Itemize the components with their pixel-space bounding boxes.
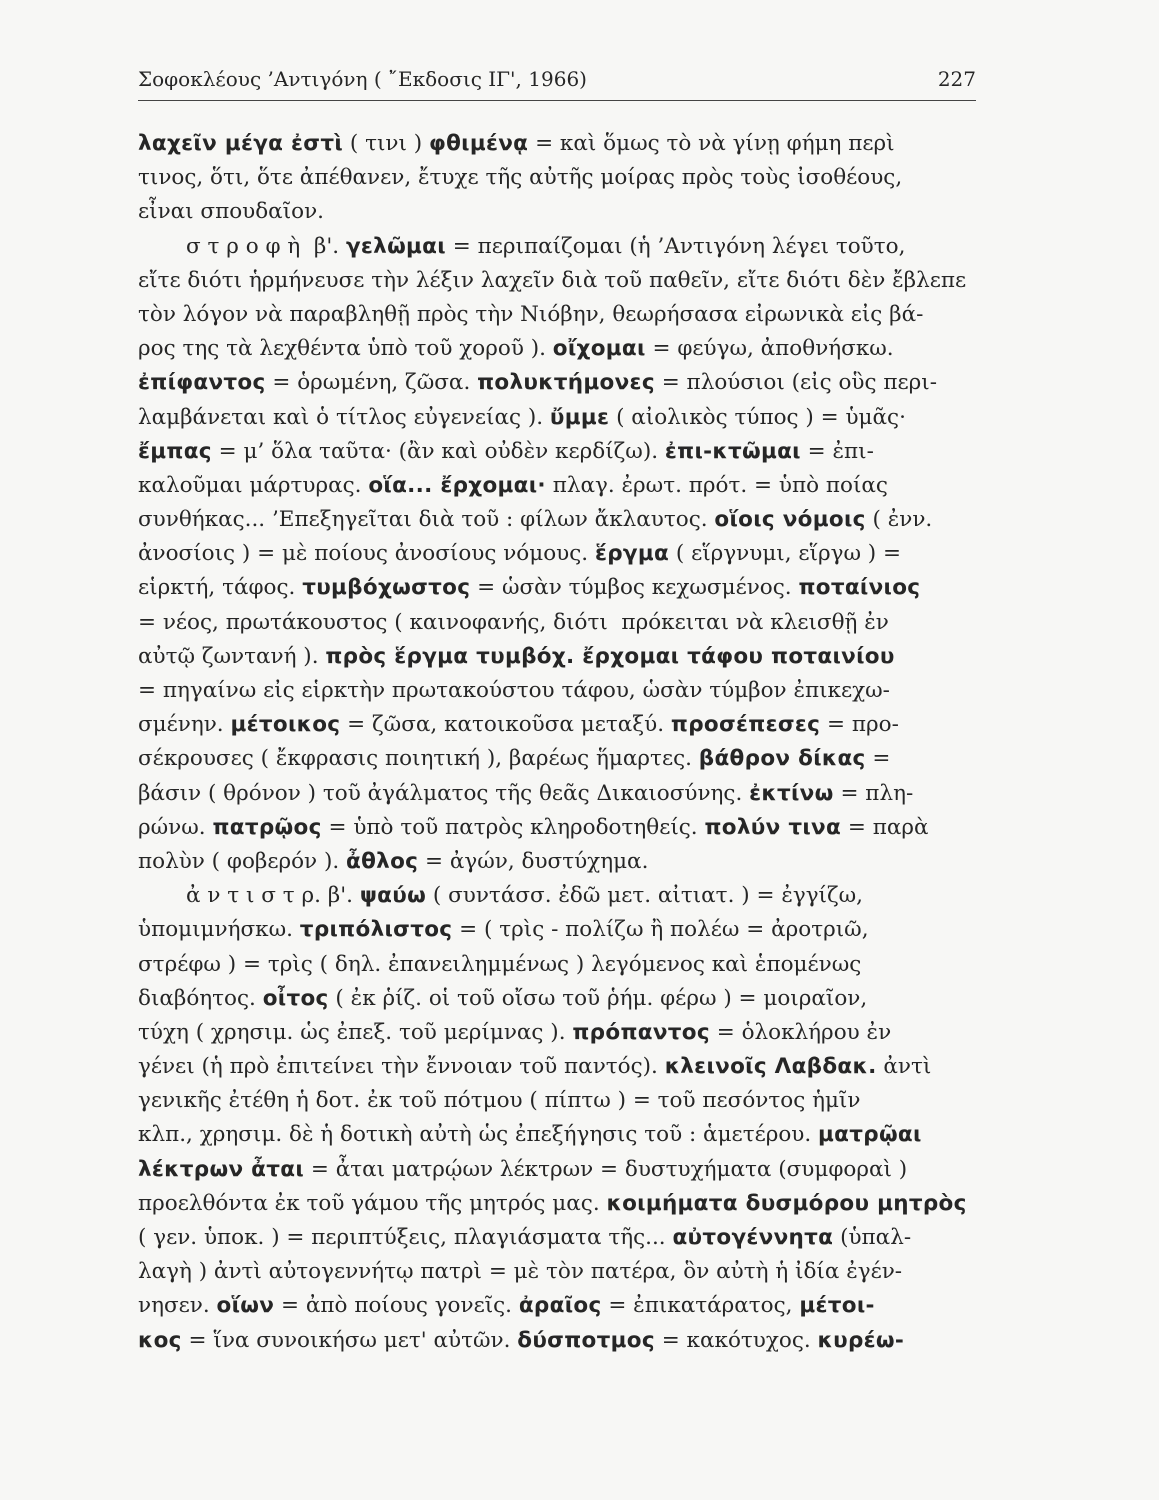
text-run: (ὑπαλ- <box>833 1225 912 1250</box>
header-rule <box>138 100 976 101</box>
text-run: = ἵνα συνοικήσω μετ' αὐτῶν. <box>181 1327 518 1353</box>
lemma-term: πολυκτήμονες <box>477 370 655 396</box>
lemma-term: μέτοι- <box>799 1293 875 1319</box>
lemma-term: δύσποτμος <box>517 1327 655 1353</box>
lemma-term: ἕργμα <box>594 541 670 567</box>
text-run: = ( τρὶς - πολίζω ἢ πολέω = ἀροτριῶ, <box>452 917 869 943</box>
lemma-term: λαχεῖν μέγα ἐστὶ <box>138 131 344 156</box>
text-run: στρέφω ) = τρὶς ( δηλ. ἐπανειλημμένως ) λεγόμενος καὶ ἑπομένως <box>138 951 862 977</box>
text-run: ὑπομιμνήσκω. <box>138 917 300 943</box>
text-run: = ἐπι- <box>800 438 874 464</box>
text-run: εἶναι σπουδαῖον. <box>138 199 324 225</box>
text-line <box>138 1050 988 1084</box>
lemma-term: κλεινοῖς Λαβδακ. <box>664 1054 877 1080</box>
lemma-term: φθιμένᾳ <box>428 131 529 156</box>
text-run: = μ’ ὅλα ταῦτα· (ἂν καὶ οὐδὲν κερδίζω). <box>211 438 665 464</box>
text-line <box>138 503 988 537</box>
lemma-term: κοιμήματα δυσμόρου μητρὸς <box>606 1190 967 1216</box>
running-title: Σοφοκλέους ’Αντιγόνη ( ῎Εκδοσις ΙΓ', 1966) <box>138 67 587 91</box>
commentary-text <box>138 127 988 1358</box>
text-line <box>138 332 988 366</box>
lemma-term: προσέπεσες <box>670 712 821 738</box>
text-line <box>138 230 988 264</box>
text-line <box>138 1118 988 1152</box>
lemma-term: πατρῷος <box>212 814 322 840</box>
text-run: τινος, ὅτι, ὅτε ἀπέθανεν, ἔτυχε τῆς αὐτῆς μοίρας πρὸς τοὺς ἰσοθέους, <box>138 165 903 191</box>
text-line <box>138 606 988 640</box>
text-run: πολὺν ( φοβερόν ). <box>138 848 347 874</box>
text-line <box>138 913 988 947</box>
text-run: λαμβάνεται καὶ ὁ τίτλος εὐγενείας ). <box>138 404 550 430</box>
lemma-term: κυρέω- <box>817 1327 905 1353</box>
text-line <box>138 1187 988 1221</box>
text-line <box>138 401 988 435</box>
text-line <box>138 195 988 229</box>
text-run: βάσιν ( θρόνον ) τοῦ ἀγάλματος τῆς θεᾶς Δικαιοσύνης. <box>138 780 750 806</box>
text-run: = καὶ ὅμως τὸ νὰ γίνῃ φήμη περὶ <box>528 131 895 156</box>
text-run: τὸν λόγον νὰ παραβληθῇ πρὸς τὴν Νιόβην, θεωρήσασα εἰρωνικὰ εἰς βά- <box>138 301 924 327</box>
text-run: ( εἵργνυμι, εἵργω ) = <box>669 541 902 567</box>
text-run: ρος της τὰ λεχθέντα ὑπὸ τοῦ χοροῦ ). <box>138 336 553 362</box>
text-line <box>138 1221 988 1255</box>
text-run: σ τ ρ ο φ ὴ β'. <box>186 233 346 259</box>
text-run: ( συντάσσ. ἐδῶ μετ. αἰτιατ. ) = ἐγγίζω, <box>426 883 864 909</box>
text-run: = κακότυχος. <box>654 1327 818 1353</box>
page-number: 227 <box>937 67 976 91</box>
text-run: νησεν. <box>138 1293 217 1319</box>
text-run: γένει (ἡ πρὸ ἐπιτείνει τὴν ἔννοιαν τοῦ παντός). <box>138 1054 665 1080</box>
text-run: συνθήκας... ’Επεξηγεῖται διὰ τοῦ : φίλων ἄκλαυτος. <box>138 507 715 533</box>
text-line <box>138 161 988 195</box>
text-run: = ὁλοκλήρου ἐν <box>709 1019 892 1045</box>
text-run: ( ἐκ ῥίζ. οἱ τοῦ οἴσω τοῦ ῥήμ. φέρω ) = μοιραῖον, <box>328 985 868 1011</box>
lemma-term: ἐπίφαντος <box>138 370 266 396</box>
text-run: καλοῦμαι μάρτυρας. <box>138 472 369 498</box>
lemma-term: οἵοις νόμοις <box>714 507 866 533</box>
lemma-term: γελῶμαι <box>345 233 446 259</box>
text-run: = ἐπικατάρατος, <box>601 1293 800 1319</box>
lemma-term: οἵα... ἔρχομαι· <box>368 472 546 498</box>
text-line <box>138 708 988 742</box>
text-run: προελθόντα ἐκ τοῦ γάμου τῆς μητρός μας. <box>138 1190 607 1216</box>
lemma-term: ποταίνιος <box>798 575 921 601</box>
text-line <box>138 982 988 1016</box>
text-line <box>138 948 988 982</box>
text-line <box>138 537 988 571</box>
text-run: ρώνω. <box>138 814 213 840</box>
text-run: = ζῶσα, κατοικοῦσα μεταξύ. <box>340 712 671 738</box>
text-run: = <box>865 746 891 772</box>
text-run: = προ- <box>820 712 899 738</box>
text-line <box>138 845 988 879</box>
text-run: κλπ., χρησιμ. δὲ ἡ δοτικὴ αὐτὴ ὡς ἐπεξήγησις τοῦ : ἁμετέρου. <box>138 1122 819 1148</box>
text-run: ( τινι ) <box>343 131 429 156</box>
text-run: διαβόητος. <box>138 985 263 1011</box>
lemma-term: κος <box>138 1327 182 1353</box>
text-line <box>138 366 988 400</box>
text-run: ( ἐνν. <box>865 507 933 533</box>
text-line <box>138 640 988 674</box>
text-run: = πλη- <box>833 780 914 806</box>
lemma-term: λέκτρων ἆται <box>138 1156 305 1182</box>
text-line <box>138 1016 988 1050</box>
text-line <box>138 879 988 913</box>
text-run: εἱρκτή, τάφος. <box>138 575 303 601</box>
text-line <box>138 1084 988 1118</box>
text-run: γενικῆς ἐτέθη ἡ δοτ. ἐκ τοῦ πότμου ( πίπτω ) = τοῦ πεσόντος ἡμῖν <box>138 1088 861 1114</box>
text-run: ἀ ν τ ι σ τ ρ. β'. <box>186 883 360 909</box>
text-line <box>138 435 988 469</box>
lemma-term: ἔμπας <box>138 438 212 464</box>
text-run: ἀντὶ <box>876 1054 932 1080</box>
text-run: = περιπαίζομαι (ἡ ’Αντιγόνη λέγει τοῦτο, <box>445 233 906 259</box>
lemma-term: πολύν τινα <box>704 814 842 840</box>
text-run: = πλούσιοι (εἰς οὓς περι- <box>654 370 937 396</box>
lemma-term: μέτοικος <box>230 712 341 738</box>
text-run: εἴτε διότι ἡρμήνευσε τὴν λέξιν λαχεῖν διὰ τοῦ παθεῖν, εἴτε διότι δὲν ἔβλεπε <box>138 267 967 293</box>
text-run: = ὁρωμένη, ζῶσα. <box>265 370 478 396</box>
text-run: = ἀπὸ ποίους γονεῖς. <box>274 1293 519 1319</box>
text-run: σέκρουσες ( ἔκφρασις ποιητική ), βαρέως ἥμαρτες. <box>138 746 699 772</box>
lemma-term: ἀραῖος <box>518 1293 602 1319</box>
text-line <box>138 1289 988 1323</box>
text-run: πλαγ. ἐρωτ. πρότ. = ὑπὸ ποίας <box>545 472 888 498</box>
text-run: = ὡσὰν τύμβος κεχωσμένος. <box>470 575 799 601</box>
text-run: αὐτῷ ζωντανή ). <box>138 643 326 669</box>
text-run: = φεύγω, ἀποθνήσκω. <box>645 336 894 362</box>
text-run: τύχη ( χρησιμ. ὡς ἐπεξ. τοῦ μερίμνας ). <box>138 1019 573 1045</box>
text-line <box>138 742 988 776</box>
lemma-term: πρόπαντος <box>572 1019 710 1045</box>
text-run: = ἀγών, δυστύχημα. <box>418 848 649 874</box>
lemma-term: τριπόλιστος <box>299 917 453 943</box>
text-run: λαγὴ ) ἀντὶ αὐτογεννήτῳ πατρὶ = μὲ τὸν πατέρα, ὃν αὐτὴ ἡ ἰδία ἐγέν- <box>138 1259 903 1285</box>
lemma-term: αὐτογέννητα <box>672 1225 834 1250</box>
text-run: ( αἰολικὸς τύπος ) = ὑμᾶς· <box>609 404 906 430</box>
text-line <box>138 264 988 298</box>
lemma-term: βάθρον δίκας <box>698 746 866 772</box>
lemma-term: ὔμμε <box>549 404 610 430</box>
lemma-term: τυμβόχωστος <box>302 575 471 601</box>
lemma-term: πρὸς ἕργμα τυμβόχ. ἔρχομαι τάφου ποταινίου <box>325 643 895 669</box>
text-line <box>138 777 988 811</box>
text-run: = πηγαίνω εἰς εἱρκτὴν πρωτακούστου τάφου, ὡσὰν τύμβον ἐπικεχω- <box>138 678 890 703</box>
text-run: = ὑπὸ τοῦ πατρὸς κληροδοτηθείς. <box>321 814 705 840</box>
text-run: ( γεν. ὑποκ. ) = περιπτύξεις, πλαγιάσματα τῆς... <box>138 1225 673 1250</box>
text-line <box>138 674 988 708</box>
text-line <box>138 1153 988 1187</box>
lemma-term: ἆθλος <box>346 848 419 874</box>
text-line <box>138 1324 988 1358</box>
lemma-term: ματρῷαι <box>818 1122 922 1148</box>
text-run: = παρὰ <box>841 814 929 840</box>
text-line <box>138 298 988 332</box>
lemma-term: ψαύω <box>359 883 427 909</box>
text-run: = νέος, πρωτάκουστος ( καινοφανής, διότι πρόκειται νὰ κλεισθῇ ἐν <box>138 609 889 635</box>
lemma-term: οἶτος <box>262 985 329 1011</box>
lemma-term: οἵων <box>216 1293 275 1319</box>
lemma-term: οἴχομαι <box>552 336 646 362</box>
text-run: ἀνοσίοις ) = μὲ ποίους ἀνοσίους νόμους. <box>138 541 595 567</box>
text-line <box>138 127 988 161</box>
lemma-term: ἐπι-κτῶμαι <box>664 438 801 464</box>
text-line <box>138 571 988 605</box>
lemma-term: ἐκτίνω <box>749 780 834 806</box>
text-line <box>138 469 988 503</box>
text-run: σμένην. <box>138 712 231 738</box>
text-line <box>138 811 988 845</box>
text-run: = ἆται ματρῴων λέκτρων = δυστυχήματα (συμφοραὶ ) <box>304 1156 908 1182</box>
text-line <box>138 1255 988 1289</box>
